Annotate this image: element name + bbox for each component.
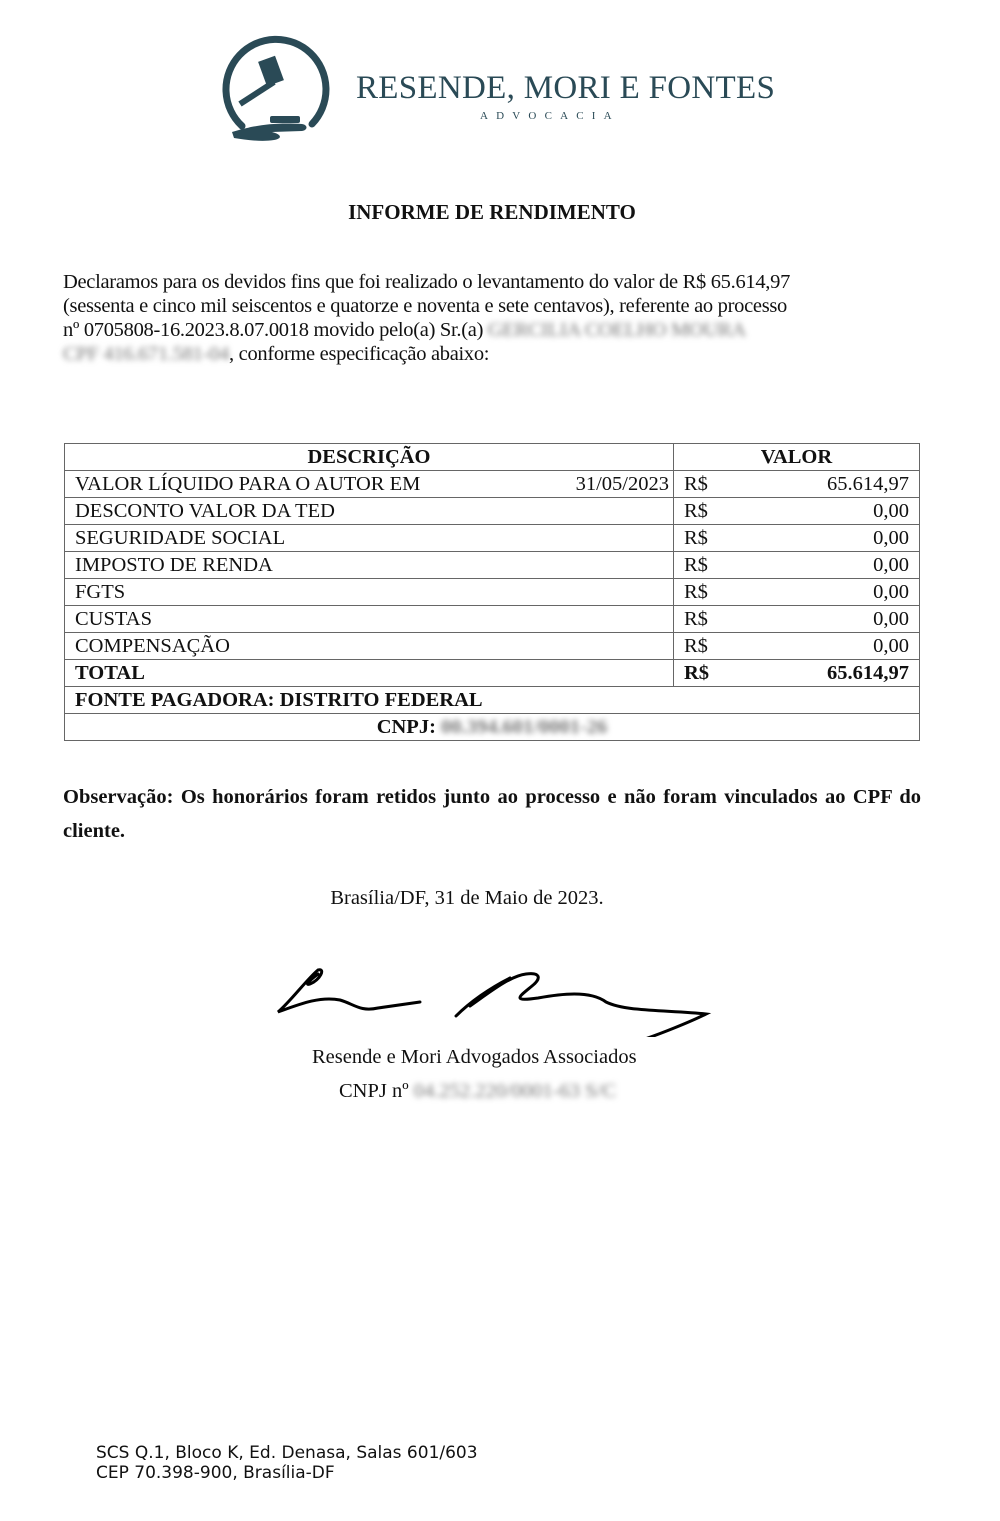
header-value: VALOR [674, 444, 920, 471]
cnpj-row [65, 714, 920, 741]
row-value: 0,00 [873, 608, 909, 630]
currency-symbol: R$ [684, 554, 708, 576]
currency-symbol: R$ [684, 635, 708, 657]
total-label: TOTAL [65, 660, 674, 687]
row-value: 0,00 [873, 581, 909, 603]
brand-name: RESENDE, MORI E FONTES [356, 70, 776, 106]
client-cpf-redacted: CPF 416.671.581-04 [63, 343, 230, 365]
currency-symbol: R$ [684, 527, 708, 549]
gavel-hand-icon [222, 34, 330, 146]
declaration-line [63, 318, 923, 342]
signer-cnpj-redacted: 04.252.220/0001-63 S/C [413, 1080, 616, 1102]
row-value: 65.614,97 [827, 473, 909, 495]
row-value: 0,00 [873, 527, 909, 549]
declaration-line [63, 342, 923, 366]
header-description: DESCRIÇÃO [65, 444, 674, 471]
currency-symbol: R$ [684, 473, 708, 495]
table-row [65, 552, 920, 579]
total-row [65, 660, 920, 687]
place-date: Brasília/DF, 31 de Maio de 2023. [330, 887, 604, 909]
table-row [65, 525, 920, 552]
table-header-row [65, 444, 920, 471]
declaration-line: (sessenta e cinco mil seiscentos e quatorze e noventa e sete centavos), referente ao processo [63, 295, 788, 317]
table-row [65, 633, 920, 660]
row-description: VALOR LÍQUIDO PARA O AUTOR EM [75, 473, 421, 495]
firm-logo [222, 34, 330, 146]
row-description: DESCONTO VALOR DA TED [65, 498, 674, 525]
currency-symbol: R$ [684, 581, 708, 603]
declaration-paragraph [63, 270, 923, 366]
row-description: COMPENSAÇÃO [65, 633, 674, 660]
specification-text: , conforme especificação abaixo: [229, 343, 490, 365]
row-date: 31/05/2023 [575, 473, 669, 495]
table-row [65, 606, 920, 633]
brand-subtitle: ADVOCACIA [480, 110, 620, 122]
signer-cnpj [339, 1080, 616, 1103]
observation-note: Observação: Os honorários foram retidos junto ao processo e não foram vinculados ao CPF do cliente. [63, 786, 921, 842]
document-title: INFORME DE RENDIMENTO [348, 200, 636, 224]
signer-name: Resende e Mori Advogados Associados [312, 1046, 637, 1068]
table-row [65, 579, 920, 606]
table-row [65, 471, 920, 498]
currency-symbol: R$ [684, 608, 708, 630]
cnpj-label: CNPJ: [376, 716, 442, 738]
footer-address [96, 1443, 478, 1483]
row-value: 0,00 [873, 635, 909, 657]
row-description: FGTS [65, 579, 674, 606]
table-row [65, 498, 920, 525]
address-line: CEP 70.398-900, Brasília-DF [96, 1463, 335, 1483]
handwritten-signature [270, 962, 720, 1037]
currency-symbol: R$ [684, 662, 710, 684]
currency-symbol: R$ [684, 500, 708, 522]
row-value: 0,00 [873, 554, 909, 576]
row-description: CUSTAS [65, 606, 674, 633]
declaration-line: Declaramos para os devidos fins que foi realizado o levantamento do valor de R$ 65.614,97 [63, 271, 791, 293]
process-text: nº 0705808-16.2023.8.07.0018 movido pelo(a) Sr.(a) [63, 319, 488, 341]
total-value: 65.614,97 [827, 662, 909, 684]
payer-row [65, 687, 920, 714]
signer-cnpj-label: CNPJ nº [339, 1080, 414, 1102]
payer-cnpj-redacted: 00.394.601/0001-26 [441, 716, 608, 738]
client-name-redacted: GERCILIA COELHO MOURA [487, 319, 746, 341]
address-line: SCS Q.1, Bloco K, Ed. Denasa, Salas 601/603 [96, 1443, 478, 1463]
income-table [64, 443, 920, 741]
row-description: SEGURIDADE SOCIAL [65, 525, 674, 552]
row-description: IMPOSTO DE RENDA [65, 552, 674, 579]
payer-source: FONTE PAGADORA: DISTRITO FEDERAL [65, 687, 920, 714]
row-value: 0,00 [873, 500, 909, 522]
